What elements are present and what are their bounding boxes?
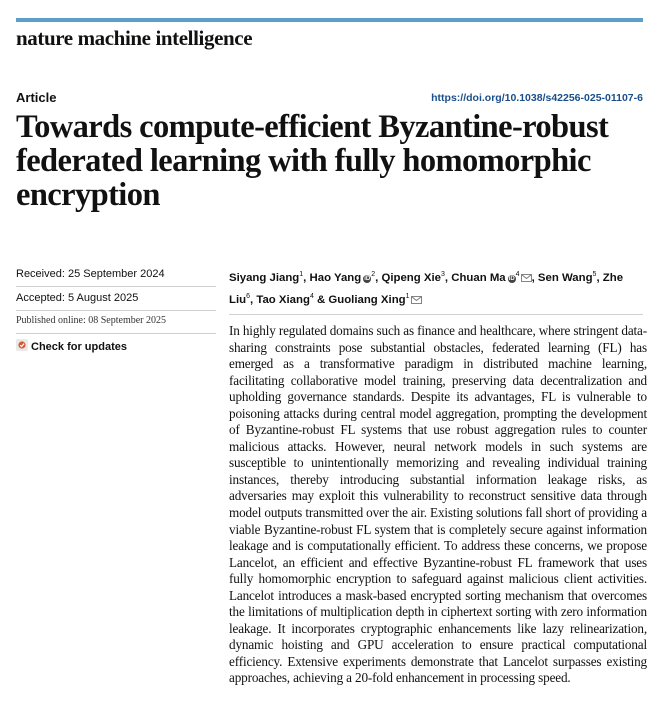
affiliation-number: 3 (440, 271, 445, 278)
author-name[interactable]: Guoliang Xing (328, 293, 406, 306)
author-name[interactable]: Sen Wang (537, 271, 593, 284)
orcid-icon[interactable]: iD (364, 275, 371, 282)
article-title: Towards compute-efficient Byzantine-robust federated learning with fully homomorphic encryption (16, 109, 609, 213)
affiliation-number: 4 (309, 292, 314, 300)
author-name[interactable]: Hao Yang (309, 271, 362, 284)
affiliation-number: 1 (405, 292, 410, 300)
author-name[interactable]: Chuan Ma (451, 271, 506, 284)
meta-divider (16, 286, 216, 287)
affiliation-number: 1 (299, 271, 304, 278)
check-updates-button[interactable] (16, 339, 127, 354)
author-list: Siyang Jiang$^1$, Hao Yang $iD^2$, Qipeng Xie$^3$, Chuan Ma $iD^4$ , Sen Wang$^5$, Zhe Liu$^6$, Tao Xiang$^4$ & Guoliang Xing$^1$ (229, 266, 644, 310)
affiliation-number: 5 (592, 271, 597, 278)
affiliation-number: 6 (246, 292, 250, 300)
author-name[interactable]: Tao Xiang (256, 293, 310, 306)
journal-name: nature machine intelligence (16, 26, 253, 50)
published-date: Published online: 08 September 2025 (16, 315, 166, 326)
envelope-icon[interactable] (521, 271, 532, 288)
meta-divider (16, 333, 216, 334)
meta-divider (16, 310, 216, 311)
author-name[interactable]: Zhe Liu (229, 271, 624, 306)
abstract-divider (229, 314, 643, 315)
envelope-icon[interactable] (411, 293, 422, 310)
affiliation-number: 2 (371, 271, 376, 278)
author-name[interactable]: Qipeng Xie (381, 271, 441, 284)
author-name[interactable]: Siyang Jiang (229, 271, 300, 284)
abstract-text: In highly regulated domains such as finance and healthcare, where stringent data-sharing constraints pose substantial obstacles, federated learning (FL) has emerged as a transformative paradigm in distributed machine learning, facilitating collaborative model training, preserving data decentralization and upholding governance standards. Despite its advantages, FL is vulnerable to poisoning attacks during central model aggregation, prompting the development of Byzantine-robust FL systems that use robust aggregation rules to counter malicious attacks. However, neural network models in such systems are susceptible to unintentionally memorizing and revealing individual training instances, thereby introducing substantial information leakage risks, as adversaries may exploit this vulnerability to reconstruct sensitive data through model outputs transmitted over the air. Existing solutions fall short of providing a viable Byzantine-robust FL system that is completely secure against information leakage and is computationally efficient. To address these concerns, we propose Lancelot, an efficient and effective Byzantine-robust FL framework that uses fully homomorphic encryption to safeguard against malicious client activities. Lancelot introduces a mask-based encrypted sorting mechanism that overcomes the limitations of multiplication depth in ciphertext sorting with zero information leakage. It incorporates cryptographic enhancements like lazy relinearization, dynamic hoisting and GPU acceleration to ensure practical computational efficiency. Extensive experiments demonstrate that Lancelot surpasses existing approaches, achieving a 20-fold enhancement in processing speed. (229, 323, 647, 686)
affiliation-number: 4 (515, 271, 520, 278)
article-type: Article (16, 90, 57, 105)
orcid-icon[interactable]: iD (508, 275, 515, 282)
check-updates-icon (16, 339, 28, 354)
check-updates-label: Check for updates (31, 340, 127, 353)
accepted-date: Accepted: 5 August 2025 (16, 292, 139, 304)
received-date: Received: 25 September 2024 (16, 268, 165, 280)
doi-link[interactable]: https://doi.org/10.1038/s42256-025-01107-6 (431, 92, 643, 104)
journal-header-rule (16, 18, 643, 22)
